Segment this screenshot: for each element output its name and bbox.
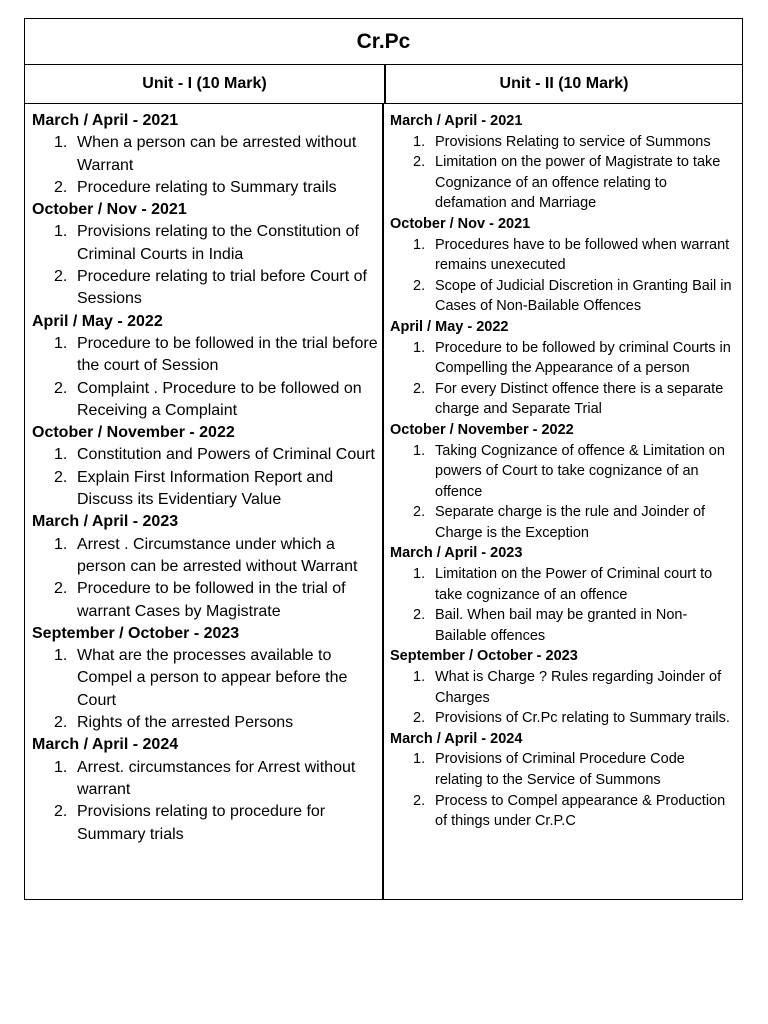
- question-item: [390, 132, 736, 153]
- question-text: Separate charge is the rule and Joinder of Charge is the Exception: [435, 504, 706, 541]
- question-number: 1.: [413, 133, 426, 150]
- question-text: Provisions relating to the Constitution of Criminal Courts in India: [77, 223, 359, 263]
- question-number: 2.: [413, 380, 426, 397]
- session-heading: March / April - 2023: [32, 513, 179, 531]
- session-block: [32, 199, 378, 310]
- question-list: [390, 749, 736, 831]
- question-number: 2.: [413, 154, 426, 171]
- question-item: [32, 378, 378, 423]
- question-list: [32, 645, 378, 734]
- session-block: [32, 511, 378, 622]
- question-text: Procedure to be followed by criminal Courts in Compelling the Appearance of a person: [435, 339, 731, 377]
- question-list: [32, 221, 378, 310]
- question-list: [32, 534, 378, 623]
- question-list: [32, 333, 378, 422]
- question-item: [32, 757, 378, 802]
- question-text: Procedure relating to Summary trails: [77, 178, 337, 196]
- question-number: 2.: [54, 580, 68, 598]
- question-number: 2.: [413, 277, 426, 294]
- session-heading: March / April - 2021: [390, 113, 523, 129]
- question-text: Provisions of Criminal Procedure Code relating to the Service of Summons: [435, 751, 685, 788]
- question-list: [390, 441, 736, 544]
- question-number: 1.: [54, 134, 68, 152]
- question-item: [390, 749, 736, 790]
- question-text: Procedures have to be followed when warrant remains unexecuted: [435, 236, 730, 274]
- session-block: [390, 111, 736, 214]
- question-number: 1.: [413, 236, 426, 253]
- session-heading: October / November - 2022: [390, 421, 574, 438]
- question-text: Arrest . Circumstance under which a person can be arrested without Warrant: [77, 535, 358, 575]
- question-number: 1.: [54, 647, 68, 665]
- question-number: 1.: [413, 442, 426, 459]
- question-text: Bail. When bail may be granted in Non-Bailable offences: [435, 607, 688, 644]
- question-number: 1.: [413, 566, 426, 583]
- question-item: [32, 333, 378, 378]
- question-text: Taking Cognizance of offence & Limitation on powers of Court to take cognizance of an offence: [435, 442, 725, 500]
- question-list: [32, 444, 378, 511]
- question-number: 2.: [413, 792, 426, 809]
- question-number: 2.: [54, 178, 68, 196]
- question-item: [390, 441, 736, 503]
- table-body: [25, 104, 742, 900]
- question-number: 1.: [54, 758, 68, 776]
- question-text: Rights of the arrested Persons: [77, 714, 294, 732]
- question-item: [390, 605, 736, 646]
- session-block: [390, 543, 736, 646]
- question-list: [390, 338, 736, 420]
- session-block: [32, 422, 378, 511]
- question-item: [32, 177, 378, 199]
- question-item: [32, 534, 378, 579]
- question-text: Provisions of Cr.Pc relating to Summary trails.: [435, 710, 730, 727]
- question-item: [390, 502, 736, 543]
- question-number: 1.: [54, 223, 68, 241]
- session-block: [32, 110, 378, 199]
- question-text: What are the processes available to Compel a person to appear before the Court: [77, 647, 348, 709]
- question-number: 1.: [413, 751, 426, 768]
- question-text: Limitation on the power of Magistrate to take Cognizance of an offence relating to defamation and Marriage: [435, 154, 721, 212]
- question-text: Process to Compel appearance & Production of things under Cr.P.C: [435, 792, 726, 830]
- unit-1-column: [25, 104, 384, 900]
- question-text: Procedure to be followed in the trial of warrant Cases by Magistrate: [77, 580, 346, 620]
- question-item: [390, 791, 736, 832]
- question-number: 2.: [54, 268, 68, 286]
- question-list: [390, 564, 736, 646]
- question-text: Constitution and Powers of Criminal Court: [77, 446, 375, 464]
- question-item: [32, 467, 378, 512]
- question-text: What is Charge ? Rules regarding Joinder of Charges: [435, 669, 722, 706]
- session-heading: March / April - 2024: [390, 730, 523, 747]
- question-number: 2.: [413, 504, 426, 521]
- question-item: [32, 221, 378, 266]
- question-list: [32, 132, 378, 199]
- unit-2-column: [384, 104, 742, 900]
- question-list: [32, 757, 378, 846]
- question-item: [32, 578, 378, 623]
- question-text: Provisions Relating to service of Summons: [435, 133, 711, 150]
- session-heading: April / May - 2022: [32, 312, 163, 330]
- question-text: When a person can be arrested without Warrant: [77, 134, 357, 174]
- question-number: 1.: [413, 339, 426, 356]
- question-item: [390, 276, 736, 317]
- question-number: 1.: [54, 334, 68, 352]
- session-heading: March / April - 2024: [32, 736, 179, 754]
- session-heading: March / April - 2023: [390, 545, 523, 562]
- question-item: [390, 338, 736, 379]
- question-list: [390, 235, 736, 317]
- question-number: 2.: [54, 468, 68, 486]
- question-text: Explain First Information Report and Discuss its Evidentiary Value: [77, 468, 334, 509]
- question-text: Provisions relating to procedure for Summary trials: [77, 803, 326, 843]
- session-block: [390, 214, 736, 317]
- question-table: [24, 18, 743, 900]
- question-number: 2.: [54, 803, 68, 821]
- question-number: 2.: [413, 710, 426, 727]
- question-item: [32, 132, 378, 177]
- session-heading: October / Nov - 2021: [32, 201, 187, 219]
- document-title: Cr.Pc: [25, 19, 742, 65]
- session-block: [390, 646, 736, 728]
- session-heading: October / Nov - 2021: [390, 215, 531, 232]
- question-item: [390, 152, 736, 214]
- session-block: [390, 729, 736, 832]
- session-heading: September / October - 2023: [32, 624, 240, 642]
- session-heading: September / October - 2023: [390, 648, 578, 665]
- session-heading: March / April - 2021: [32, 112, 179, 129]
- question-number: 1.: [413, 669, 426, 686]
- question-text: Arrest. circumstances for Arrest without warrant: [77, 758, 356, 798]
- question-list: [390, 132, 736, 214]
- session-block: [32, 311, 378, 422]
- question-item: [390, 564, 736, 605]
- question-item: [32, 645, 378, 712]
- column-headers: [25, 65, 742, 104]
- session-block: [32, 734, 378, 845]
- session-block: [32, 623, 378, 734]
- question-text: Procedure to be followed in the trial before the court of Session: [77, 334, 378, 375]
- question-item: [32, 801, 378, 846]
- session-block: [390, 420, 736, 544]
- question-item: [32, 712, 378, 734]
- question-text: For every Distinct offence there is a separate charge and Separate Trial: [435, 380, 724, 418]
- question-text: Limitation on the Power of Criminal court to take cognizance of an offence: [435, 566, 713, 603]
- question-number: 1.: [54, 535, 68, 553]
- question-item: [390, 379, 736, 420]
- question-item: [390, 235, 736, 276]
- question-text: Procedure relating to trial before Court of Sessions: [77, 268, 367, 308]
- unit-2-header: Unit - II (10 Mark): [499, 75, 629, 92]
- session-block: [390, 317, 736, 420]
- question-item: [32, 444, 378, 466]
- question-item: [390, 667, 736, 708]
- question-number: 2.: [54, 379, 68, 397]
- question-number: 2.: [54, 714, 68, 732]
- question-text: Scope of Judicial Discretion in Granting Bail in Cases of Non-Bailable Offences: [435, 277, 732, 315]
- question-number: 1.: [54, 446, 68, 464]
- unit-1-header: Unit - I (10 Mark): [25, 65, 386, 103]
- question-item: [390, 708, 736, 729]
- session-heading: April / May - 2022: [390, 318, 509, 335]
- question-item: [32, 266, 378, 311]
- session-heading: October / November - 2022: [32, 424, 235, 442]
- question-number: 2.: [413, 607, 426, 624]
- question-list: [390, 667, 736, 729]
- question-text: Complaint . Procedure to be followed on Receiving a Complaint: [77, 379, 362, 419]
